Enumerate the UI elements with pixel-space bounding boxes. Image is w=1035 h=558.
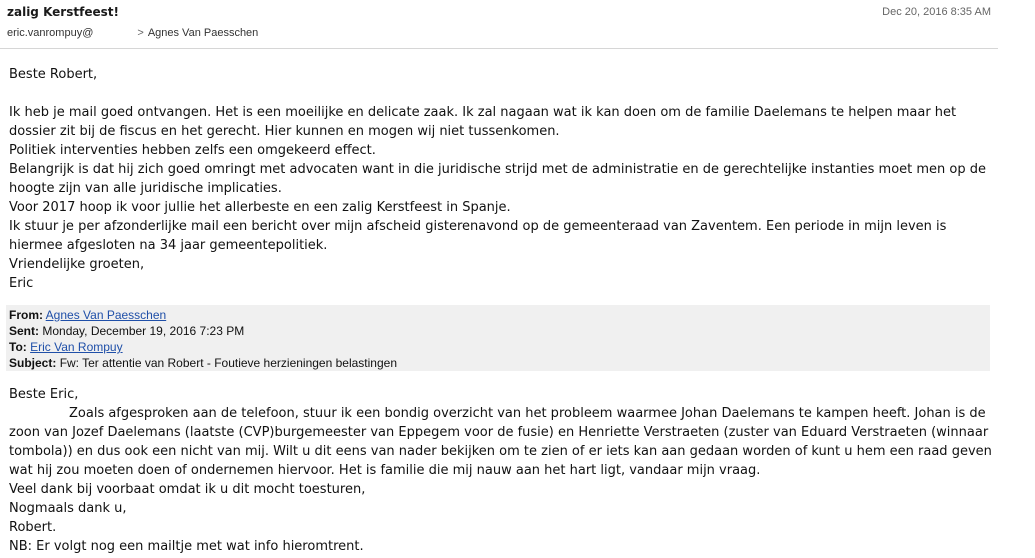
forwarded-body — [9, 385, 999, 556]
body-line: Voor 2017 hoop ik voor jullie het allerbeste en een zalig Kerstfeest in Spanje. — [9, 200, 511, 215]
sender-address[interactable]: eric.vanrompuy@ — [7, 27, 94, 39]
forwarded-sent-row: Sent: Monday, December 19, 2016 7:23 PM — [9, 324, 245, 338]
arrow-separator: > — [137, 27, 144, 39]
quoted-line: Nogmaals dank u, — [9, 501, 127, 516]
email-header — [0, 0, 1035, 44]
signature: Eric — [9, 276, 34, 291]
greeting: Beste Robert, — [9, 67, 98, 82]
sender-recipient-line — [7, 27, 258, 39]
message-body — [9, 65, 999, 293]
blank-line — [9, 84, 999, 103]
forwarded-subject-row: Subject: Fw: Ter attentie van Robert - Foutieve herzieningen belastingen — [9, 356, 397, 370]
quoted-line: Robert. — [9, 520, 57, 535]
quoted-greeting: Beste Eric, — [9, 387, 79, 402]
body-line: Vriendelijke groeten, — [9, 257, 145, 272]
body-line: Belangrijk is dat hij zich goed omringt met advocaten want in die juridische strijd met de administratie en de gerechtelijke instanties moet men op de hoogte zijn van alle juridische implicaties. — [9, 162, 986, 196]
forwarded-from-link[interactable]: Agnes Van Paesschen — [45, 308, 167, 322]
recipient-name[interactable]: Agnes Van Paesschen — [147, 27, 259, 39]
forwarded-from-row: From: Agnes Van Paesschen — [9, 308, 167, 322]
body-line: Ik heb je mail goed ontvangen. Het is een moeilijke en delicate zaak. Ik zal nagaan wat ik kan doen om de familie Daelemans te helpen maar het dossier zit bij de fiscus en het gerecht. Hier kunnen en mogen wij niet tussenkomen. — [9, 105, 957, 139]
forwarded-header — [6, 305, 990, 371]
email-date: Dec 20, 2016 8:35 AM — [882, 6, 991, 18]
quoted-paragraph: Zoals afgesproken aan de telefoon, stuur ik een bondig overzicht van het probleem waarmee Johan Daelemans te kampen heeft. Johan is de zoon van Jozef Daelemans (laatste (CVP)burgemeester van Eppegem voor de fusie) en Henriette Verstraeten (zuster van Eduard Verstraeten (winnaar tombola)) en dus ook een nicht van mij. Wilt u dit eens van nader bekijken om te zien of er iets kan aan gedaan worden of kunt u hem een raad geven wat hij zou moeten doen of ondernemen hiervoor. Het is familie die mij nauw aan het hart ligt, vandaar mijn vraag. — [9, 406, 992, 478]
body-line: Politiek interventies hebben zelfs een omgekeerd effect. — [9, 143, 376, 158]
body-line: Ik stuur je per afzonderlijke mail een bericht over mijn afscheid gisterenavond op de gemeenteraad van Zaventem. Een periode in mijn leven is hiermee afgesloten na 34 jaar gemeentepolitiek. — [9, 219, 947, 253]
quoted-line: NB: Er volgt nog een mailtje met wat info hieromtrent. — [9, 539, 364, 554]
quoted-line: Veel dank bij voorbaat omdat ik u dit mocht toesturen, — [9, 482, 366, 497]
email-subject: zalig Kerstfeest! — [7, 5, 119, 19]
forwarded-to-link[interactable]: Eric Van Rompuy — [30, 340, 123, 354]
header-divider — [0, 48, 998, 49]
forwarded-to-row: To: Eric Van Rompuy — [9, 340, 123, 354]
